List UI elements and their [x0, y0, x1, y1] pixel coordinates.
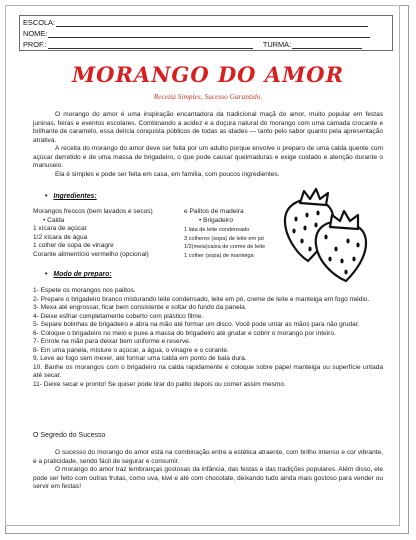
ingredients-heading [45, 193, 97, 200]
escola-row [23, 17, 368, 27]
ingredient-strawberries: Morangos frescos (bem lavados e secos) [33, 208, 153, 215]
step-item: 8- Em uma panela, misture o açúcar, a água, o vinagre e o corante. [33, 346, 229, 354]
calda-title: • Calda [43, 216, 65, 224]
intro-paragraph-2: A receita do morango do amor deve ser feita por um adulto porque envolve o preparo de uma calda quente com açúcar derretido e de uma massa de brigadeiro, o que pode causar queimaduras e exige cuidado e atenção durante o manuseio. [33, 145, 383, 170]
ingredient-item: 1 xícara de açúcar [33, 225, 87, 233]
prof-line[interactable] [48, 41, 253, 49]
ingredient-item: 1/2 xícara de água [33, 233, 88, 241]
step-item: 5- Separe bolinhas de brigadeiro e abra na mão até formar um disco. Você pode untar as mãos para não grudar. [33, 321, 360, 328]
bullet-icon: • [45, 193, 48, 200]
ingredient-sticks: e Palitos de madeira [184, 208, 244, 215]
student-header-box [19, 15, 393, 51]
page-subtitle: Receita Simples, Sucesso Garantido. [153, 92, 263, 101]
ingredient-item: 3 colheres (sopa) de leite em pó [184, 235, 264, 242]
ingredient-item: Corante alimentício vermelho (opcional) [33, 250, 149, 258]
calda-title-text: Calda [47, 216, 65, 224]
method-heading [45, 271, 112, 278]
preparation-steps [33, 287, 383, 389]
step-item: 11- Deixe secar e pronto! Se quiser pode tirar do palito depois ou comer assim mesmo. [33, 380, 286, 388]
step-item: 2- Prepare o brigadeiro branco misturando leite condensado, leite em pó, creme de leite e manteiga em fogo médio. [33, 295, 370, 303]
brigadeiro-title: • Brigadeiro [199, 216, 233, 224]
prof-turma-row [23, 39, 362, 49]
ingredient-item: 1/2(meia)caixa de creme de leite [184, 244, 266, 251]
nome-row [23, 28, 370, 38]
escola-label: ESCOLA: [23, 18, 56, 27]
bullet-icon: • [45, 271, 48, 278]
step-item: 3- Mexa até engrossar, ficar bem consistente e soltar do fundo da panela. [33, 304, 247, 311]
ingredients-mid-column [184, 208, 244, 225]
nome-label: NOME: [23, 29, 48, 38]
nome-line[interactable] [48, 30, 370, 38]
intro-text [33, 111, 383, 179]
turma-label: TURMA: [262, 40, 292, 49]
ingredients-heading-text: Ingredientes: [53, 193, 97, 200]
turma-line[interactable] [292, 41, 362, 49]
step-item: 10. Banhe os morangos com o brigadeiro na calda rapidamente e coloque sobre papel manteiga ou superfície untada até secar. [33, 363, 383, 379]
step-item: 7- Enrole na mão para deixar bem uniforme e reserve. [33, 338, 191, 345]
strawberry-illustration-icon [280, 183, 370, 283]
method-heading-text: Modo de preparo: [53, 271, 112, 278]
intro-paragraph-3: Ela é simples e pode ser feita em casa, em família, com poucos ingredientes. [55, 170, 280, 178]
secret-paragraph-2: O morango do amor traz lembranças gostosas da infância, das festas e das tradições populares. Além disso, ele pode ser feito com outras frutas, como uva, kiwi e até com chocolate, deixando tudo ainda mais gostoso para vender ou servir em festas! [33, 466, 383, 490]
brigadeiro-items [184, 226, 265, 260]
prof-label: PROF.: [23, 40, 47, 49]
ingredients-left-column [33, 208, 153, 260]
brigadeiro-title-text: Brigadeiro [203, 216, 233, 224]
ingredient-item: 1 colher (sopa) de manteiga [184, 252, 254, 259]
escola-line[interactable] [56, 19, 368, 27]
intro-paragraph-1: O morango do amor é uma inspiração encantadora da tradicional maçã do amor, muito popular em festas juninas, feiras e eventos escolares. Combinando a acidez e a doçura natural do morango com uma camada crocante e brilhante de caramelo, essa delícia conquista públicos de todas as idades — tanto pelo sabor quanto pela apresentação atrativa. [33, 111, 383, 144]
ingredient-item: 1 colher de sopa de vinagre [33, 242, 114, 250]
secret-paragraph-1: O sucesso do morango do amor está na combinação entre a estética atraente, com brilho intenso e cor vibrante, e a praticidade, sendo fácil de segurar e consumir. [33, 449, 383, 465]
secret-heading: O Segredo do Sucesso [33, 432, 106, 439]
step-item: 9. Leve ao fogo sem mexer, até formar uma calda em ponto de bala dura. [33, 355, 247, 362]
step-item: 4- Deixe esfriar completamente coberto com plástico filme. [33, 312, 204, 320]
secret-text [33, 449, 383, 492]
ingredient-item: 1 lata de leite condensado [184, 227, 250, 233]
step-item: 6- Coloque o brigadeiro no meio e puxe a massa do brigadeiro até grudar e cobrir o morango por inteiro. [33, 329, 336, 337]
page-title: MORANGO DO AMOR [71, 62, 345, 87]
step-item: 1- Espete os morangos nos palitos. [33, 287, 136, 294]
